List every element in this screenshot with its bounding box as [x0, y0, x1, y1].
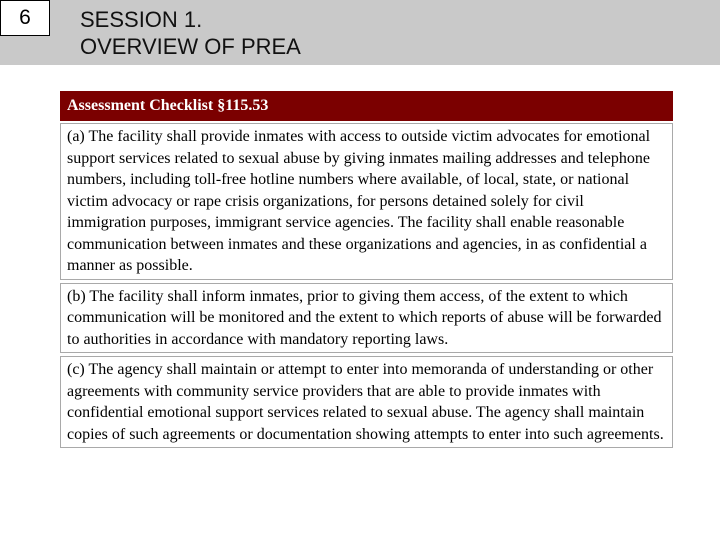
checklist-item-a: (a) The facility shall provide inmates with access to outside victim advocates for emotional support services related to sexual abuse by giving inmates mailing addresses and telephone numbers, including toll-free hotline numbers where available, of local, state, or national victim advocacy or rape crisis organizations, for persons detained solely for civil immigration purposes, immigrant service agencies. The facility shall enable reasonable communication between inmates and these organizations and agencies, in as confidential a manner as possible. — [60, 123, 673, 280]
slide-title-line-2: OVERVIEW OF PREA — [80, 34, 301, 59]
checklist-item-c: (c) The agency shall maintain or attempt to enter into memoranda of understanding or other agreements with community service providers that are able to provide inmates with confidential emotional support services related to sexual abuse. The agency shall maintain copies of such agreements or documentation showing attempts to enter into such agreements. — [60, 356, 673, 448]
slide-number: 6 — [0, 0, 50, 36]
checklist-item-b: (b) The facility shall inform inmates, prior to giving them access, of the extent to which communication will be monitored and the extent to which reports of abuse will be forwarded to authorities in accordance with mandatory reporting laws. — [60, 283, 673, 354]
checklist-header: Assessment Checklist §115.53 — [60, 91, 673, 121]
slide-title — [80, 6, 301, 60]
slide-title-line-1: SESSION 1. — [80, 7, 203, 32]
assessment-checklist — [60, 91, 673, 451]
